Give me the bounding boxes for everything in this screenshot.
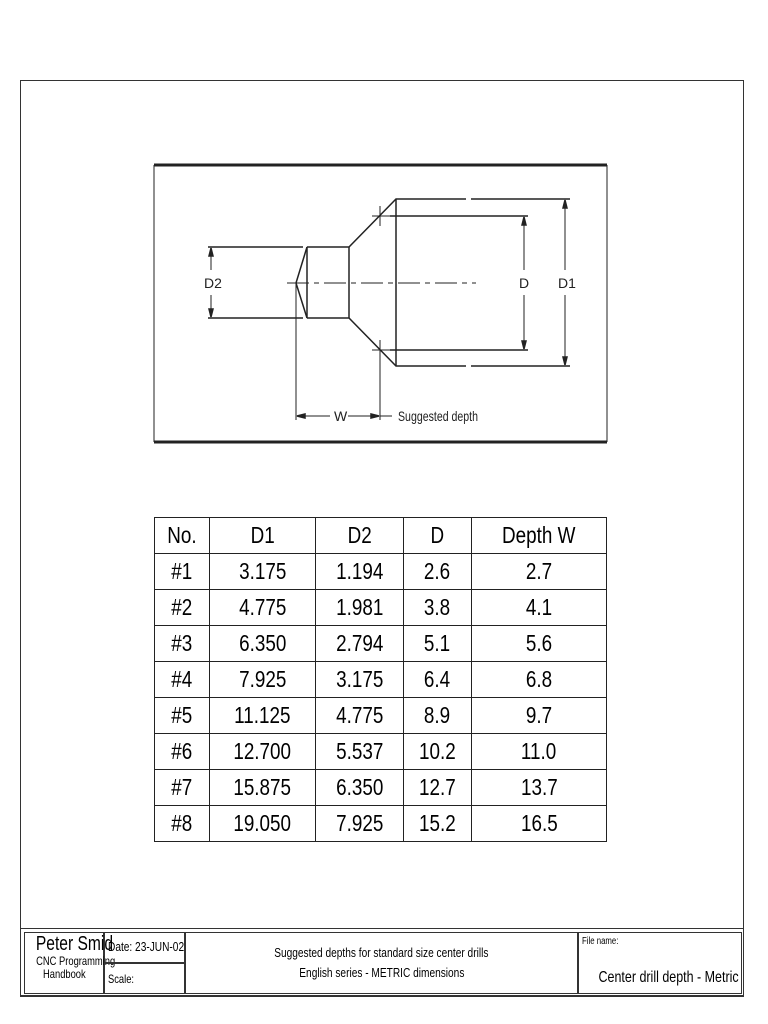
table-cell: 2.7 [471,554,606,590]
table-cell: 5.1 [403,626,471,662]
center-drill-table [154,517,607,842]
table-cell: 3.8 [403,590,471,626]
col-header: D1 [209,518,315,554]
table-cell: 13.7 [471,770,606,806]
table-header-row [155,518,607,554]
table-row [155,770,607,806]
table-cell: 4.1 [471,590,606,626]
table-cell: 8.9 [403,698,471,734]
table-cell: #6 [155,734,210,770]
table-cell: 4.775 [316,698,403,734]
file-cell [578,932,742,994]
label-d1: D1 [558,275,576,291]
col-header: D [403,518,471,554]
table-cell: 7.925 [209,662,315,698]
table-cell: 1.981 [316,590,403,626]
table-cell: 15.875 [209,770,315,806]
title-block [20,928,744,997]
table-cell: 2.794 [316,626,403,662]
table-cell: 7.925 [316,806,403,842]
table-cell: 5.6 [471,626,606,662]
file-name: Center drill depth - Metric [598,969,739,986]
table-cell: 12.700 [209,734,315,770]
author-cell [24,932,116,994]
table-cell: 11.0 [471,734,606,770]
table-cell: 9.7 [471,698,606,734]
scale-cell [104,963,185,994]
description-line-1: Suggested depths for standard size center drills [274,945,489,960]
label-w: W [334,408,348,424]
table-cell: 6.4 [403,662,471,698]
table-cell: 2.6 [403,554,471,590]
col-header: Depth W [471,518,606,554]
table-cell: 15.2 [403,806,471,842]
table-cell: 1.194 [316,554,403,590]
table-cell: #3 [155,626,210,662]
table-cell: 11.125 [209,698,315,734]
table-cell: 6.350 [209,626,315,662]
book-title-1: CNC Programming [36,954,116,968]
book-title-2: Handbook [42,967,86,981]
table-cell: #8 [155,806,210,842]
table-cell: 4.775 [209,590,315,626]
table-cell: 6.8 [471,662,606,698]
table-cell: 5.537 [316,734,403,770]
label-d2: D2 [204,275,222,291]
col-header: No. [155,518,210,554]
date: Date: 23-JUN-02 [108,939,185,954]
table-row [155,734,607,770]
table-row [155,698,607,734]
table-cell: 16.5 [471,806,606,842]
table-cell: 19.050 [209,806,315,842]
table-row [155,554,607,590]
label-suggested-depth: Suggested depth [398,408,478,424]
col-header: D2 [316,518,403,554]
table-cell: 12.7 [403,770,471,806]
table-row [155,662,607,698]
table-cell: 10.2 [403,734,471,770]
table-cell: #4 [155,662,210,698]
table-cell: #5 [155,698,210,734]
scale: Scale: [108,972,135,986]
label-d: D [519,275,530,291]
table-cell: 6.350 [316,770,403,806]
table-cell: #7 [155,770,210,806]
description-line-2: English series - METRIC dimensions [298,965,465,980]
file-label: File name: [582,936,619,947]
description-cell [185,932,578,994]
table-cell: 3.175 [316,662,403,698]
table-row [155,590,607,626]
author: Peter Smid [35,933,114,955]
table-cell: 3.175 [209,554,315,590]
table-row [155,626,607,662]
table-row [155,806,607,842]
table-cell: #2 [155,590,210,626]
date-cell [104,932,185,963]
table-cell: #1 [155,554,210,590]
